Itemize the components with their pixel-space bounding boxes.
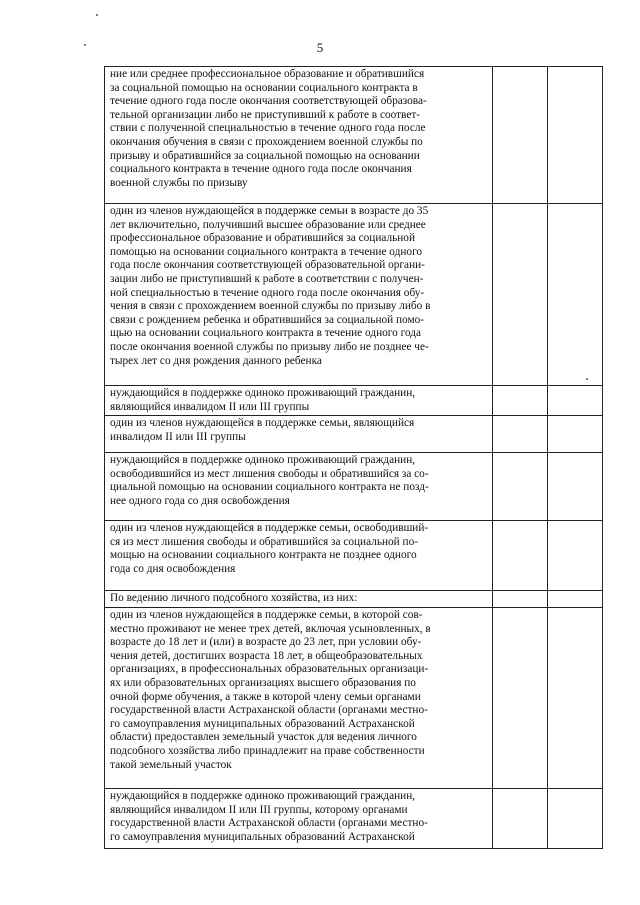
row-cell-2 (493, 204, 548, 386)
row-cell-3 (548, 386, 603, 416)
row-text: один из членов нуждающейся в поддержке семьи в возрасте до 35 лет включительно, получивший высшее образование или среднее профессиональное образование и обратившийся за социальной помощью на основании социального контракта в течение одного года после окончания соответствующей образовательной органи- зации либо не приступивший к работе в соответствии с получен- ной специальностью в течение одного года после окончания обу- чения в связи с прохождением военной службы по призыву либо в связи с рождением ребенка и обратившийся за социальной помо- щью на основании социального контракта в течение одного года после окончания военной службы по призыву либо не позднее че- тырех лет со дня рождения данного ребенка (105, 204, 493, 386)
table-row (105, 386, 603, 416)
row-cell-2 (493, 521, 548, 591)
row-text: один из членов нуждающейся в поддержке семьи, являющийся инвалидом II или III группы (105, 416, 493, 453)
row-text: нуждающийся в поддержке одиноко проживающий гражданин, являющийся инвалидом II или III группы (105, 386, 493, 416)
row-cell-2 (493, 789, 548, 849)
row-text: ние или среднее профессиональное образование и обратившийся за социальной помощью на основании социального контракта в течение одного года после окончания соответствующей образова- тельной организации либо не приступивший к работе в соответ- ствии с полученной специальностью в течение одного года после окончания обучения в связи с прохождением военной службы по призыву и обратившийся за социальной помощью на основании социального контракта в течение одного года после окончания военной службы по призыву (105, 67, 493, 204)
row-cell-2 (493, 67, 548, 204)
row-cell-3 (548, 416, 603, 453)
row-cell-2 (493, 453, 548, 521)
row-cell-3 (548, 67, 603, 204)
row-cell-2 (493, 591, 548, 608)
table-row (105, 453, 603, 521)
row-cell-3 (548, 789, 603, 849)
table-row (105, 416, 603, 453)
table-row (105, 789, 603, 849)
row-cell-2 (493, 416, 548, 453)
row-text: один из членов нуждающейся в поддержке семьи, в которой сов- местно проживают не менее трех детей, включая усыновленных, в возрасте до 18 лет и (или) в возрасте до 23 лет, при условии обу- чения детей, достигших возраста 18 лет, в общеобразовательных организациях, в профессиональных образовательных организаци- ях или образовательных организациях высшего образования по очной форме обучения, а также в которой члену семьи органами государственной власти Астраханской области (органами местно- го самоуправления муниципальных образований Астраханской области) предоставлен земельный участок для ведения личного подсобного хозяйства либо принадлежит на праве собственности такой земельный участок (105, 608, 493, 789)
table-row (105, 67, 603, 204)
table-row (105, 608, 603, 789)
scan-speck (84, 44, 86, 46)
row-text: нуждающийся в поддержке одиноко проживающий гражданин, освободившийся из мест лишения свободы и обратившийся за со- циальной помощью на основании социального контракта не позд- нее одного года со дня освобождения (105, 453, 493, 521)
row-cell-3 (548, 453, 603, 521)
row-text: один из членов нуждающейся в поддержке семьи, освободивший- ся из мест лишения свободы и обратившийся за социальной по- мощью на основании социального контракта не позднее одного года со дня освобождения (105, 521, 493, 591)
row-text: нуждающийся в поддержке одиноко проживающий гражданин, являющийся инвалидом II или III группы, которому органами государственной власти Астраханской области (органами местно- го самоуправления муниципальных образований Астраханской (105, 789, 493, 849)
row-cell-3 (548, 521, 603, 591)
page-number: 5 (316, 40, 324, 55)
table-row (105, 521, 603, 591)
row-cell-3 (548, 204, 603, 386)
table-row (105, 591, 603, 608)
row-cell-3 (548, 608, 603, 789)
row-cell-3 (548, 591, 603, 608)
row-text: По ведению личного подсобного хозяйства, из них: (105, 591, 493, 608)
table-row (105, 204, 603, 386)
scan-speck (96, 14, 98, 16)
row-cell-2 (493, 386, 548, 416)
row-cell-2 (493, 608, 548, 789)
criteria-table (104, 66, 603, 849)
